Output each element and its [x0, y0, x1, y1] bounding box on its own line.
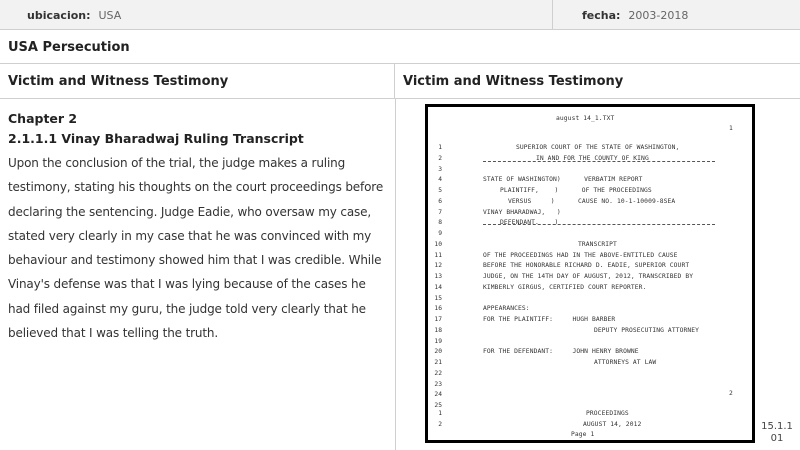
document-line-number: 21	[434, 359, 442, 366]
document-line-number: 13	[434, 273, 442, 280]
document-line-number: 8	[438, 219, 442, 227]
testimony-paragraph: Upon the conclusion of the trial, the judge makes a ruling testimony, stating his thoughts on the court proceedings before declaring the sentencing. Judge Eadie, who oversaw my case, stated very clearly in my case that he was convinced with my behaviour and testimony showed him that I was credible. While Vinay's defense was that I was lying because of the cases he had filed against my guru, the judge told very clearly that he believed that I was telling the truth.	[8, 156, 384, 341]
document-line-number: 4	[438, 176, 442, 184]
location-key: ubicacion:	[27, 8, 91, 22]
document-line-text: IN AND FOR THE COUNTY OF KING	[536, 154, 649, 162]
document-line-text: AUGUST 14, 2012	[583, 420, 642, 428]
document-line-text: OF THE PROCEEDINGS HAD IN THE ABOVE-ENTITLED CAUSE	[483, 251, 678, 259]
document-line-text: BEFORE THE HONORABLE RICHARD D. EADIE, SUPERIOR COURT	[483, 262, 690, 270]
document-line-number: 6	[438, 197, 442, 205]
document-line-text: FOR THE DEFENDANT: JOHN HENRY BROWNE	[483, 348, 639, 356]
document-line-text: FOR THE PLAINTIFF: HUGH BARBER	[483, 316, 616, 323]
document-line-number: 19	[434, 337, 442, 345]
document-line-text: PROCEEDINGS	[586, 410, 629, 417]
document-line-text: APPEARANCES:	[483, 305, 530, 313]
document-line-number: 15	[434, 294, 442, 302]
column-header-right: Victim and Witness Testimony	[403, 74, 624, 89]
date-value: 2003-2018	[628, 8, 689, 22]
document-line-text: TRANSCRIPT	[578, 240, 617, 248]
location-value: USA	[98, 8, 122, 22]
document-line-text: STATE OF WASHINGTON) VERBATIM REPORT	[483, 176, 643, 184]
document-line-number: 12	[434, 262, 442, 270]
document-page-number-bottom: 2	[729, 390, 733, 397]
document-line-text: VINAY BHARADWAJ, )	[483, 208, 561, 216]
chapter-heading: Chapter 2	[8, 111, 78, 126]
document-line-number: 18	[434, 326, 442, 334]
document-line-number: 25	[434, 402, 442, 409]
document-line-number: 24	[434, 391, 442, 399]
document-line-text: KIMBERLY GIRGUS, CERTIFIED COURT REPORTER.	[483, 283, 647, 291]
column-headers	[0, 64, 800, 99]
document-line-number: 22	[434, 369, 442, 377]
document-line-number: 17	[434, 316, 442, 323]
page-reference-note: 15.1.1 01	[761, 421, 793, 444]
date-cell	[553, 0, 800, 30]
document-line-text: DEPUTY PROSECUTING ATTORNEY	[594, 326, 700, 334]
document-footer: Page 1	[571, 431, 595, 438]
document-line-number: 16	[434, 305, 442, 313]
document-line-text: PLAINTIFF, ) OF THE PROCEEDINGS	[500, 187, 652, 194]
document-line-number: 23	[434, 380, 442, 388]
document-line-number: 11	[434, 251, 442, 259]
document-line-number: 7	[438, 208, 442, 216]
document-line-number: 20	[434, 348, 442, 356]
document-line-number: 2	[438, 154, 442, 162]
document-line-number: 10	[434, 240, 442, 248]
document-line-number: 5	[438, 187, 442, 194]
transcript-document-image	[425, 104, 755, 443]
document-line-number: 1	[438, 144, 442, 151]
document-page-number-top: 1	[729, 125, 733, 132]
location-cell	[0, 0, 553, 30]
document-line-number: 3	[438, 165, 442, 173]
document-line-number: 2	[438, 420, 442, 428]
column-divider	[395, 99, 396, 450]
metadata-bar	[0, 0, 800, 30]
document-line-number: 1	[438, 410, 442, 417]
document-line-text: JUDGE, ON THE 14TH DAY OF AUGUST, 2012, TRANSCRIBED BY	[483, 273, 694, 280]
document-line-text: DEFENDANT. )	[500, 219, 559, 227]
section-title: USA Persecution	[0, 31, 800, 64]
document-line-text: ATTORNEYS AT LAW	[594, 359, 657, 366]
document-filename: august 14_1.TXT	[556, 115, 615, 122]
document-line-text: VERSUS ) CAUSE NO. 10-1-10009-8SEA	[508, 197, 676, 205]
date-key: fecha:	[582, 8, 621, 22]
section-subheading: 2.1.1.1 Vinay Bharadwaj Ruling Transcript	[8, 131, 304, 146]
document-line-number: 14	[434, 283, 442, 291]
column-header-left: Victim and Witness Testimony	[0, 64, 395, 99]
document-line-text: SUPERIOR COURT OF THE STATE OF WASHINGTON,	[516, 144, 680, 151]
document-line-number: 9	[438, 230, 442, 237]
testimony-text-block	[8, 110, 390, 345]
